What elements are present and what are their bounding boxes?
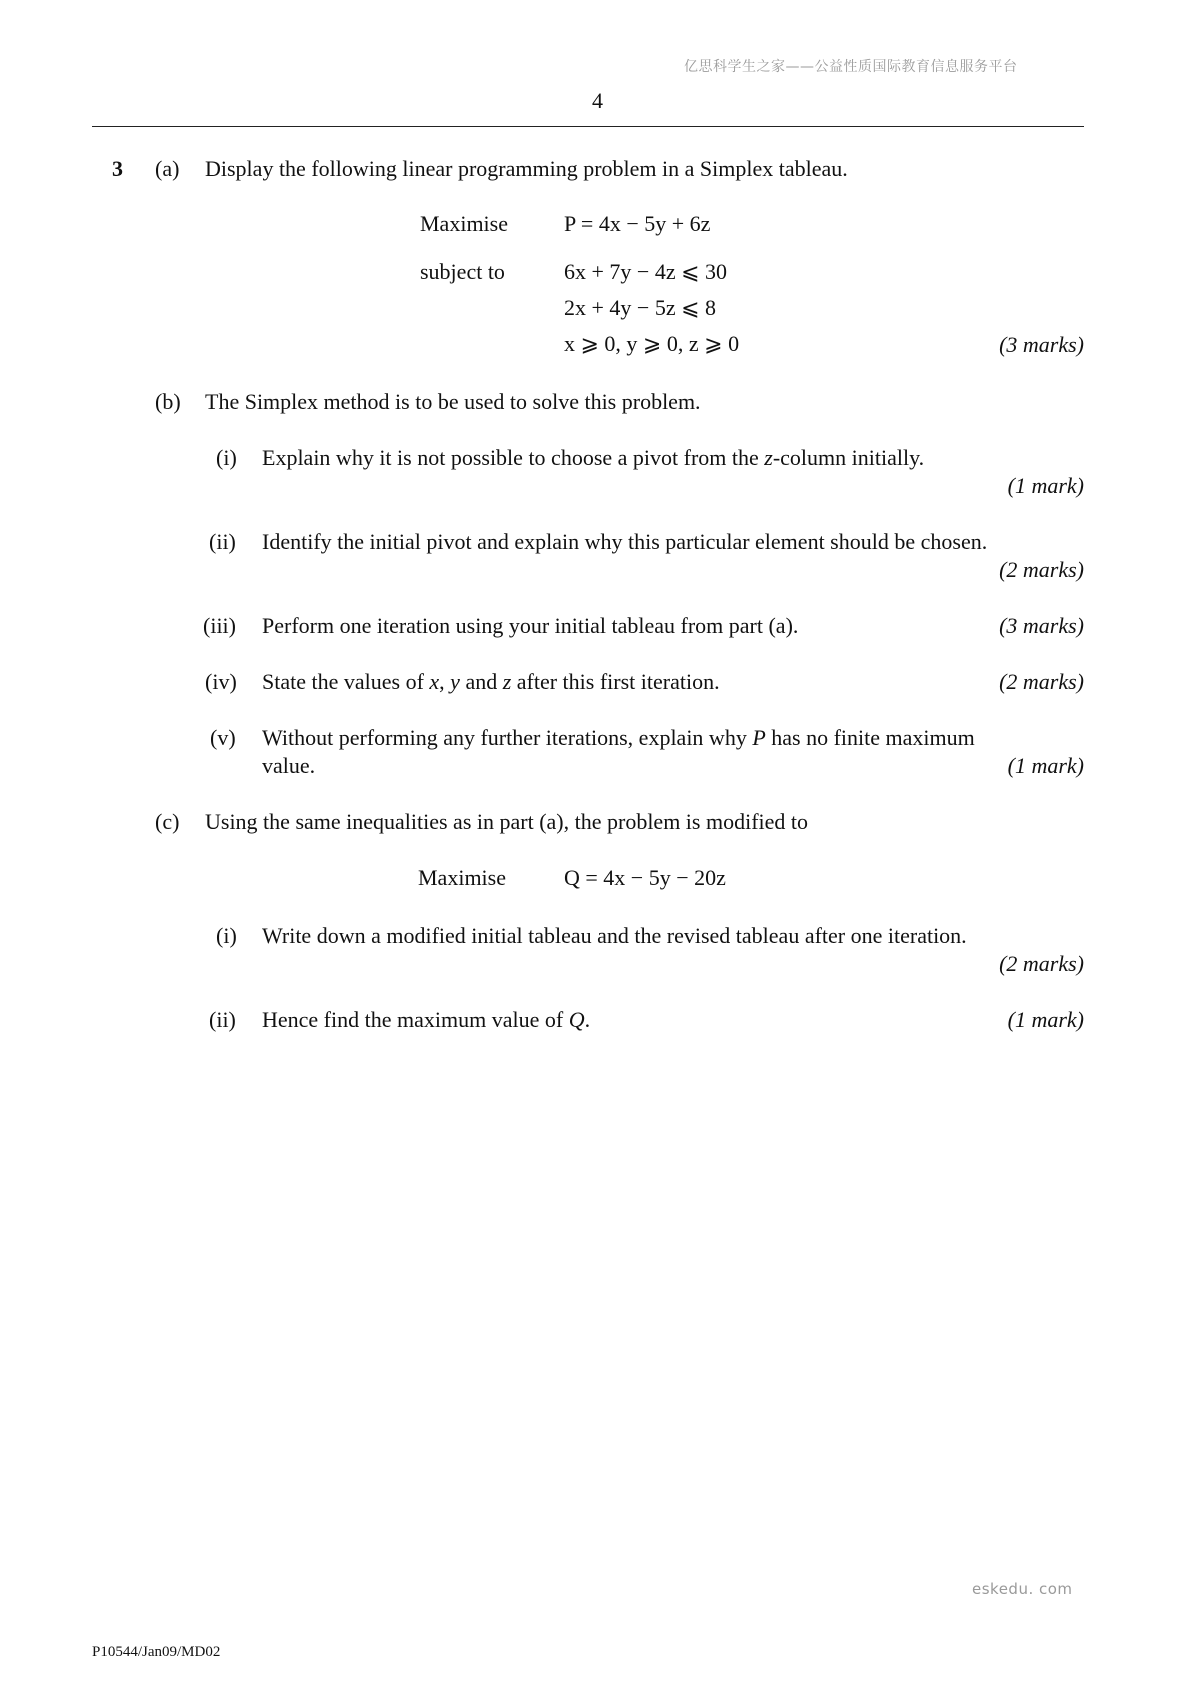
b-iv-y: y xyxy=(450,669,460,694)
part-a-label: (a) xyxy=(155,156,180,181)
b-v-t2: has no finite maximum xyxy=(765,725,975,750)
part-b-ii-label: (ii) xyxy=(209,529,236,554)
maximise-label-a: Maximise xyxy=(420,211,508,236)
part-b-ii-marks: (2 marks) xyxy=(999,557,1084,582)
b-iv-x: x xyxy=(429,669,440,694)
header-rule xyxy=(92,126,1084,127)
part-c-i-text: Write down a modified initial tableau and the revised tableau after one iteration. xyxy=(262,923,967,948)
part-a-marks: (3 marks) xyxy=(999,332,1084,357)
part-c-i-label: (i) xyxy=(216,923,237,948)
part-c-ii-label: (ii) xyxy=(209,1007,236,1032)
b-i-text-before: Explain why it is not possible to choose a pivot from the xyxy=(262,445,765,470)
part-c-ii-text xyxy=(262,1007,590,1033)
b-iv-c1: , xyxy=(439,669,451,694)
part-c-label: (c) xyxy=(155,809,180,834)
constraint-3: x ⩾ 0, y ⩾ 0, z ⩾ 0 xyxy=(564,331,740,356)
part-b-text: The Simplex method is to be used to solve this problem. xyxy=(205,389,701,414)
part-b-label: (b) xyxy=(155,389,181,414)
part-b-iii-label: (iii) xyxy=(203,613,236,638)
constraint-1: 6x + 7y − 4z ⩽ 30 xyxy=(564,259,728,284)
b-i-text-after: -column initially. xyxy=(772,445,925,470)
objective-c: Q = 4x − 5y − 20z xyxy=(564,865,726,890)
footer-code: P10544/Jan09/MD02 xyxy=(92,1644,221,1660)
c-ii-t2: . xyxy=(584,1007,591,1032)
part-b-iii-marks: (3 marks) xyxy=(999,613,1084,638)
part-b-i-label: (i) xyxy=(216,445,237,470)
part-b-v-line2: value. xyxy=(262,753,316,778)
b-v-t1: Without performing any further iterations, explain why xyxy=(262,725,753,750)
part-b-ii-text: Identify the initial pivot and explain why this particular element should be chosen. xyxy=(262,529,988,554)
b-iv-z: z xyxy=(502,669,512,694)
b-iv-t2: and xyxy=(459,669,503,694)
part-b-v-label: (v) xyxy=(210,725,236,750)
part-b-i-text xyxy=(262,445,924,471)
part-c-text: Using the same inequalities as in part (a), the problem is modified to xyxy=(205,809,809,834)
maximise-label-c: Maximise xyxy=(418,865,506,890)
part-c-i-marks: (2 marks) xyxy=(999,951,1084,976)
part-b-v-text xyxy=(262,725,975,751)
part-b-iii-text: Perform one iteration using your initial tableau from part (a). xyxy=(262,613,799,638)
b-v-p: P xyxy=(752,725,766,750)
watermark-bottom: eskedu. com xyxy=(972,1580,1073,1598)
part-a-text: Display the following linear programming problem in a Simplex tableau. xyxy=(205,156,848,181)
b-iv-t1: State the values of xyxy=(262,669,430,694)
c-ii-q: Q xyxy=(568,1007,585,1032)
part-c-ii-marks: (1 mark) xyxy=(1007,1007,1084,1032)
b-i-var: z xyxy=(764,445,773,470)
part-b-iv-marks: (2 marks) xyxy=(999,669,1084,694)
part-b-v-marks: (1 mark) xyxy=(1007,753,1084,778)
objective-a: P = 4x − 5y + 6z xyxy=(564,211,711,236)
watermark-top: 亿思科学生之家——公益性质国际教育信息服务平台 xyxy=(684,59,1018,75)
part-b-iv-text xyxy=(262,669,720,695)
c-ii-t1: Hence find the maximum value of xyxy=(262,1007,569,1032)
b-iv-t3: after this first iteration. xyxy=(511,669,720,694)
constraint-2: 2x + 4y − 5z ⩽ 8 xyxy=(564,295,717,320)
subject-to-label: subject to xyxy=(420,259,505,284)
part-b-iv-label: (iv) xyxy=(205,669,237,694)
question-number: 3 xyxy=(112,156,123,181)
page-number: 4 xyxy=(592,88,603,113)
part-b-i-marks: (1 mark) xyxy=(1007,473,1084,498)
